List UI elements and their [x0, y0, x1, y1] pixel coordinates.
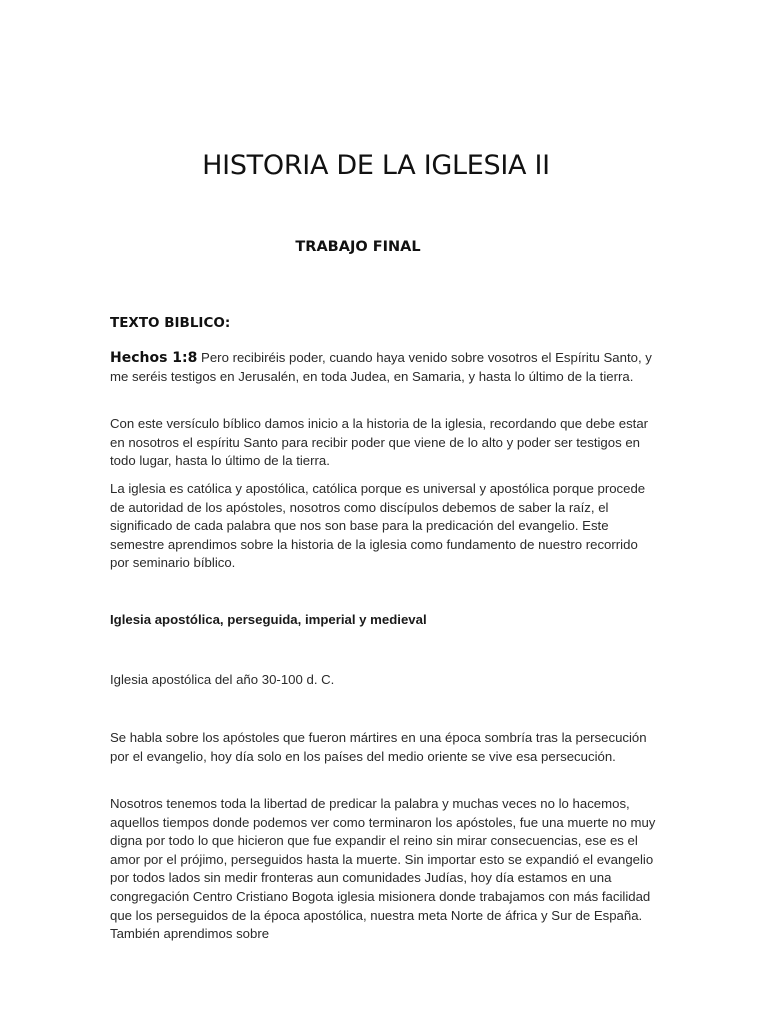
document-subtitle: TRABAJO FINAL	[295, 239, 421, 255]
verse-text: Pero recibiréis poder, cuando haya venido sobre vosotros el Espíritu Santo, y me seréis testigos en Jerusalén, en toda Judea, en Samaria, y hasta lo último de la tierra.	[110, 350, 652, 384]
paragraph-apostles-martyrs: Se habla sobre los apóstoles que fueron mártires en una época sombría tras la persecución por el evangelio, hoy día solo en los países del medio oriente se vive esa persecución.	[110, 730, 647, 764]
paragraph-intro: Con este versículo bíblico damos inicio a la historia de la iglesia, recordando que debe estar en nosotros el espíritu Santo para recibir poder que viene de lo alto y poder ser testigos en todo lugar, hasta lo último de la tierra.	[110, 416, 649, 469]
verse-reference: Hechos 1:8	[110, 350, 198, 366]
paragraph-catholic-apostolic: La iglesia es católica y apostólica, católica porque es universal y apostólica porque procede de autoridad de los apóstoles, nosotros como discípulos debemos de saber la raíz, el significado de cada palabra que nos son base para la predicación del evangelio. Este semestre aprendimos sobre la historia de la iglesia como fundamento de nuestro recorrido por seminario bíblico.	[110, 481, 646, 571]
paragraph-freedom-to-preach: Nosotros tenemos toda la libertad de predicar la palabra y muchas veces no lo hacemos, aquellos tiempos donde podemos ver como terminaron los apóstoles, fue una muerte no muy digna por todo lo que hicieron que fue expandir el reino sin mirar consecuencias, ese es el amor por el prójimo, perseguidos hasta la muerte. Sin importar esto se expandió el evangelio por todos lados sin medir fronteras aun comunidades Judías, hoy día estamos en una congregación Centro Cristiano Bogota iglesia misionera donde trabajamos con más facilidad que los perseguidos de la época apostólica, nuestra meta Norte de áfrica y Sur de España. También aprendimos sobre	[110, 796, 656, 942]
document-title: HISTORIA DE LA IGLESIA II	[202, 150, 550, 181]
verse-paragraph	[110, 349, 660, 386]
paragraph-apostolic-years: Iglesia apostólica del año 30-100 d. C.	[110, 672, 335, 687]
section-label-biblical-text: TEXTO BIBLICO:	[110, 315, 231, 331]
section-heading-church-eras: Iglesia apostólica, perseguida, imperial y medieval	[110, 612, 427, 627]
